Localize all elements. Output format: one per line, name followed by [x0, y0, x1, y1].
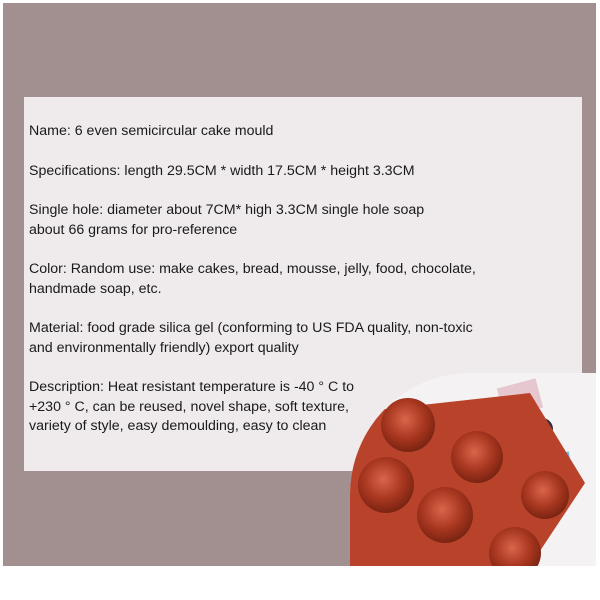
description-line-1: Description: Heat resistant temperature is -40 ° C to [29, 379, 355, 395]
single-hole-paragraph [29, 201, 549, 240]
mould-cavity [358, 457, 414, 513]
description-line-3: variety of style, easy demoulding, easy to clean [29, 418, 327, 434]
specifications-line: Specifications: length 29.5CM * width 17.5CM * height 3.3CM [29, 162, 415, 179]
single-hole-line-2: about 66 grams for pro-reference [29, 221, 238, 238]
mould-cavity [521, 471, 569, 519]
name-line: Name: 6 even semicircular cake mould [29, 123, 274, 139]
color-line-2: handmade soap, etc. [29, 280, 162, 297]
material-line-2: and environmentally friendly) export quality [29, 339, 299, 356]
color-paragraph [29, 260, 549, 299]
single-hole-line-1: Single hole: diameter about 7CM* high 3.3CM single hole soap [29, 202, 425, 218]
color-line-1: Color: Random use: make cakes, bread, mousse, jelly, food, chocolate, [29, 261, 476, 277]
name-paragraph [29, 122, 549, 142]
mould-cavity [417, 487, 473, 543]
mould-cavity [451, 431, 503, 483]
material-paragraph [29, 319, 549, 358]
material-line-1: Material: food grade silica gel (conforming to US FDA quality, non-toxic [29, 320, 473, 336]
mould-cavity [381, 398, 435, 452]
description-line-2: +230 ° C, can be reused, novel shape, soft texture, [29, 398, 349, 415]
specifications-paragraph [29, 162, 549, 182]
